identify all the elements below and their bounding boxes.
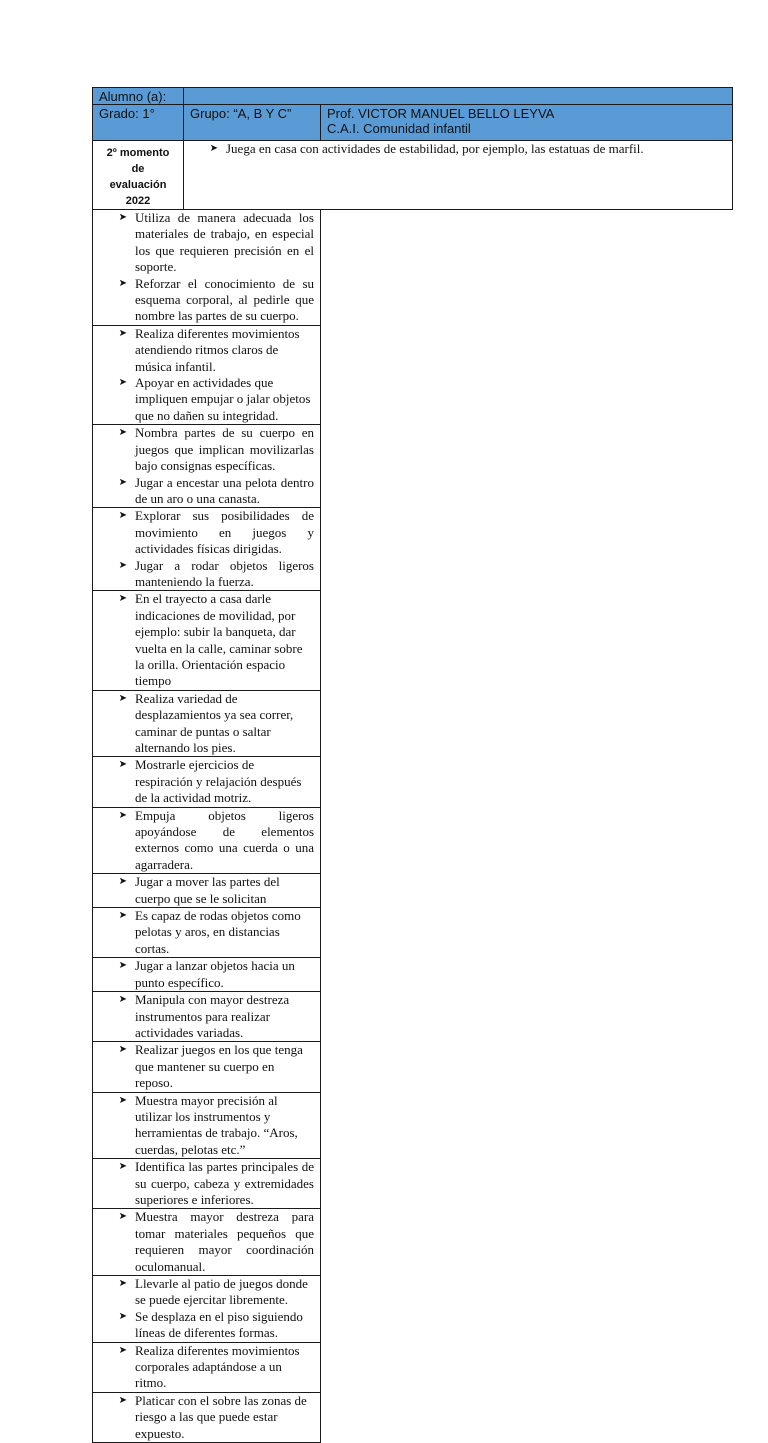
table-row xyxy=(93,1209,733,1276)
period-line-4: 2022 xyxy=(125,195,151,207)
activity-text: Utiliza de manera adecuada los materiales de trabajo, en especial los que requieren precisión en el soporte. xyxy=(135,210,314,275)
arrowhead-bullet-icon: ➤ xyxy=(118,910,127,922)
activity-cell xyxy=(93,1276,321,1343)
arrowhead-bullet-icon: ➤ xyxy=(118,1094,127,1106)
list-item xyxy=(93,958,320,991)
arrowhead-bullet-icon: ➤ xyxy=(118,476,127,488)
activity-text: Explorar sus posibilidades de movimiento en juegos y actividades físicas dirigidas. xyxy=(135,508,314,557)
activity-cell xyxy=(93,508,321,591)
table-row xyxy=(93,1092,733,1159)
activity-text: Identifica las partes principales de su cuerpo, cabeza y extremidades superiores e inferiores. xyxy=(135,1159,314,1207)
activity-cell xyxy=(93,1092,321,1159)
table-row xyxy=(93,210,733,326)
arrowhead-bullet-icon: ➤ xyxy=(118,559,127,571)
table-row xyxy=(93,1276,733,1343)
activity-text: Realiza diferentes movimientos atendiendo ritmos claros de música infantil. xyxy=(135,325,300,374)
list-item xyxy=(93,508,320,557)
arrowhead-bullet-icon: ➤ xyxy=(118,1344,127,1356)
arrowhead-bullet-icon: ➤ xyxy=(118,212,127,223)
arrowhead-bullet-icon: ➤ xyxy=(118,994,127,1006)
activity-text: Jugar a mover las partes del cuerpo que se le solicitan xyxy=(135,874,280,906)
table-row xyxy=(93,325,733,424)
evaluation-period-label xyxy=(93,141,184,210)
activity-cell xyxy=(93,591,321,690)
list-item xyxy=(93,1393,320,1442)
table-row xyxy=(93,757,733,807)
list-item xyxy=(93,1093,320,1159)
table-row xyxy=(93,591,733,690)
activity-text: Se desplaza en el piso siguiendo líneas de diferentes formas. xyxy=(135,1308,303,1341)
activity-cell xyxy=(93,210,321,326)
evaluation-table xyxy=(92,87,733,1443)
activity-cell xyxy=(184,141,733,210)
table-row xyxy=(93,425,733,508)
table-row xyxy=(93,141,733,210)
activity-text: Jugar a rodar objetos ligeros manteniendo la fuerza. xyxy=(135,557,314,589)
activity-text: Jugar a lanzar objetos hacia un punto específico. xyxy=(135,958,295,990)
activity-text: Muestra mayor destreza para tomar materiales pequeños que requieren mayor coordinación oculomanual. xyxy=(135,1209,314,1274)
activity-text: Reforzar el conocimiento de su esquema corporal, al pedirle que nombre las partes de su cuerpo. xyxy=(135,275,314,324)
activity-text: Nombra partes de su cuerpo en juegos que implican movilizarlas bajo consignas específicas. xyxy=(135,425,314,474)
list-item xyxy=(93,425,320,474)
activity-cell xyxy=(93,807,321,874)
list-item xyxy=(93,1042,320,1091)
activity-cell xyxy=(93,958,321,992)
activity-text: Jugar a encestar una pelota dentro de un aro o una canasta. xyxy=(135,474,314,506)
table-row xyxy=(93,958,733,992)
activity-cell xyxy=(93,425,321,508)
arrowhead-bullet-icon: ➤ xyxy=(209,143,218,154)
arrowhead-bullet-icon: ➤ xyxy=(118,960,127,972)
activity-text: Realiza variedad de desplazamientos ya sea correr, caminar de puntas o saltar alternando los pies. xyxy=(135,690,294,755)
list-item xyxy=(93,276,320,325)
arrowhead-bullet-icon: ➤ xyxy=(118,593,127,605)
activity-cell xyxy=(93,1392,321,1442)
list-item xyxy=(93,558,320,591)
list-item xyxy=(93,808,320,874)
list-item xyxy=(93,475,320,508)
arrowhead-bullet-icon: ➤ xyxy=(118,1211,127,1223)
activity-text: Manipula con mayor destreza instrumentos para realizar actividades variadas. xyxy=(135,992,290,1040)
list-item xyxy=(93,1209,320,1275)
list-item xyxy=(184,141,732,157)
activity-cell xyxy=(93,1209,321,1276)
group-label: Grupo: “A, B Y C” xyxy=(190,106,292,121)
activity-cell xyxy=(93,757,321,807)
table-row xyxy=(93,992,733,1042)
table-row xyxy=(93,908,733,958)
group-cell xyxy=(184,105,321,141)
arrowhead-bullet-icon: ➤ xyxy=(118,327,127,339)
grade-cell xyxy=(93,105,184,141)
arrowhead-bullet-icon: ➤ xyxy=(118,1044,127,1056)
activity-cell xyxy=(93,992,321,1042)
activity-cell xyxy=(93,690,321,757)
activity-text: Realiza diferentes movimientos corporales adaptándose a un ritmo. xyxy=(135,1342,300,1391)
student-label-cell xyxy=(93,88,184,105)
list-item xyxy=(93,691,320,757)
period-line-2: de xyxy=(131,163,145,175)
list-item xyxy=(93,992,320,1041)
arrowhead-bullet-icon: ➤ xyxy=(118,692,127,704)
list-item xyxy=(93,210,320,276)
table-row xyxy=(93,1392,733,1442)
table-row xyxy=(93,1159,733,1209)
activity-cell xyxy=(93,1042,321,1092)
arrowhead-bullet-icon: ➤ xyxy=(118,809,127,821)
activity-text: En el trayecto a casa darle indicaciones de movilidad, por ejemplo: subir la banqueta, dar vuelta en la calle, caminar sobre la orilla. Orientación espacio tiempo xyxy=(135,591,303,689)
activity-text: Juega en casa con actividades de estabilidad, por ejemplo, las estatuas de marfil. xyxy=(226,141,644,156)
list-item xyxy=(93,1159,320,1208)
school-name: C.A.I. Comunidad infantil xyxy=(327,121,471,136)
list-item xyxy=(93,1276,320,1309)
activity-cell xyxy=(93,325,321,424)
teacher-cell xyxy=(321,105,733,141)
table-row xyxy=(93,508,733,591)
table-row xyxy=(93,874,733,908)
activity-text: Mostrarle ejercicios de respiración y relajación después de la actividad motriz. xyxy=(135,757,302,806)
list-item xyxy=(93,326,320,375)
table-row xyxy=(93,1342,733,1392)
list-item xyxy=(93,1309,320,1342)
table-row xyxy=(93,1042,733,1092)
student-label: Alumno (a): xyxy=(99,89,167,104)
arrowhead-bullet-icon: ➤ xyxy=(118,277,127,289)
list-item xyxy=(93,874,320,907)
activity-text: Platicar con el sobre las zonas de riesgo a las que puede estar expuesto. xyxy=(135,1392,307,1441)
activity-text: Muestra mayor precisión al utilizar los instrumentos y herramientas de trabajo. “Aros, cuerdas, pelotas etc.” xyxy=(135,1092,298,1157)
arrowhead-bullet-icon: ➤ xyxy=(118,1310,127,1322)
arrowhead-bullet-icon: ➤ xyxy=(118,1278,127,1289)
arrowhead-bullet-icon: ➤ xyxy=(118,510,127,522)
activity-text: Es capaz de rodas objetos como pelotas y aros, en distancias cortas. xyxy=(135,908,301,956)
activity-cell xyxy=(93,874,321,908)
activity-text: Empuja objetos ligeros apoyándose de elementos externos como una cuerda o una agarradera. xyxy=(135,807,314,872)
arrowhead-bullet-icon: ➤ xyxy=(118,759,127,771)
arrowhead-bullet-icon: ➤ xyxy=(118,377,127,389)
teacher-name: Prof. VICTOR MANUEL BELLO LEYVA xyxy=(327,106,555,121)
grade-label: Grado: 1° xyxy=(99,106,155,121)
period-line-1: 2º momento xyxy=(106,147,170,159)
table-row xyxy=(93,807,733,874)
activity-text: Llevarle al patio de juegos donde se puede ejercitar libremente. xyxy=(135,1276,308,1308)
arrowhead-bullet-icon: ➤ xyxy=(118,876,127,888)
activity-cell xyxy=(93,1159,321,1209)
student-name-cell xyxy=(184,88,733,105)
table-row xyxy=(93,690,733,757)
arrowhead-bullet-icon: ➤ xyxy=(118,427,127,439)
activity-text: Realizar juegos en los que tenga que mantener su cuerpo en reposo. xyxy=(135,1042,303,1091)
activity-text: Apoyar en actividades que impliquen empujar o jalar objetos que no dañen su integridad. xyxy=(135,375,311,423)
list-item xyxy=(93,1343,320,1392)
arrowhead-bullet-icon: ➤ xyxy=(118,1394,127,1406)
list-item xyxy=(93,591,320,689)
activity-cell xyxy=(93,1342,321,1392)
list-item xyxy=(93,757,320,806)
list-item xyxy=(93,908,320,957)
list-item xyxy=(93,375,320,424)
activity-cell xyxy=(93,908,321,958)
arrowhead-bullet-icon: ➤ xyxy=(118,1161,127,1173)
period-line-3: evaluación xyxy=(109,179,167,191)
